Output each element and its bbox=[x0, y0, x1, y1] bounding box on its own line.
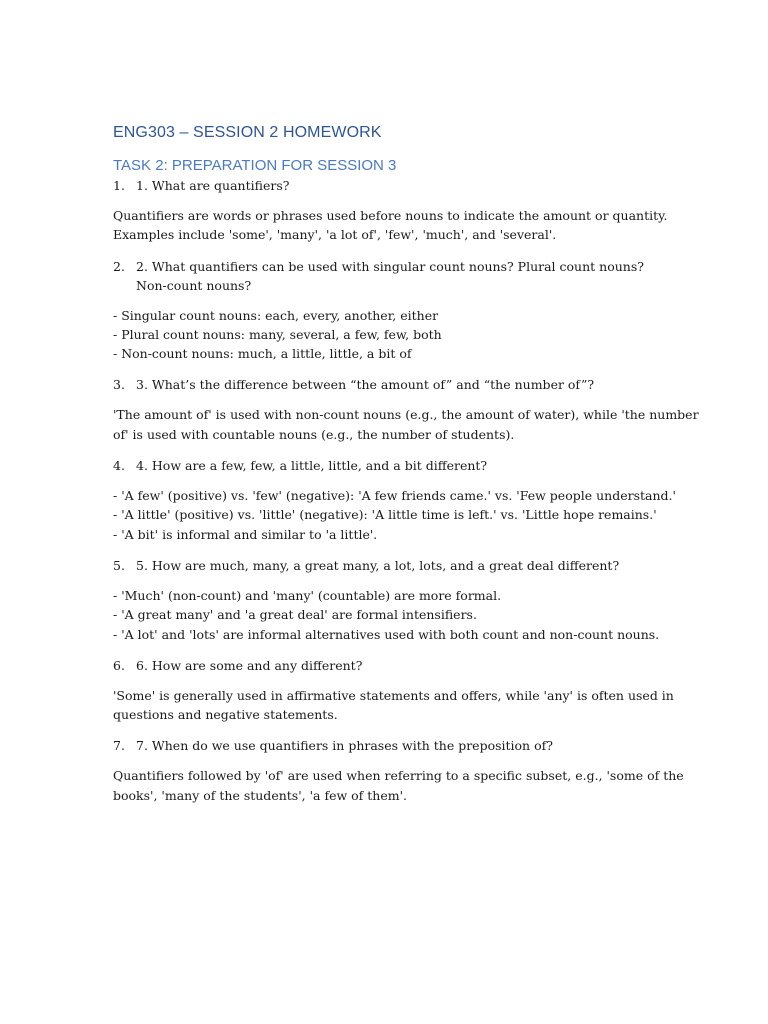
answer-line: - 'A few' (positive) vs. 'few' (negative): 'A few friends came.' vs. 'Few people understand.' bbox=[113, 488, 676, 504]
answer-block bbox=[113, 206, 668, 245]
answer-line: 'Some' is generally used in affirmative statements and offers, while 'any' is often used in bbox=[113, 687, 674, 703]
task-heading: TASK 2: PREPARATION FOR SESSION 3 bbox=[113, 157, 397, 174]
question-number: 4. bbox=[113, 458, 125, 474]
question-text: 1. What are quantifiers? bbox=[136, 178, 290, 193]
answer-line: - 'A bit' is informal and similar to 'a little'. bbox=[113, 526, 378, 542]
question-text: 5. How are much, many, a great many, a lot, lots, and a great deal different? bbox=[136, 557, 620, 573]
question-text: 2. What quantifiers can be used with singular count nouns? Plural count nouns? Non-count nouns? bbox=[136, 258, 644, 293]
question-item bbox=[113, 556, 658, 575]
question-number: 6. bbox=[113, 657, 125, 673]
question-item bbox=[113, 375, 658, 394]
question-number: 2. bbox=[113, 258, 125, 274]
answer-block bbox=[113, 306, 658, 364]
answer-line: Examples include 'some', 'many', 'a lot of', 'few', 'much', and 'several'. bbox=[113, 227, 557, 243]
answer-line: - Non-count nouns: much, a little, little, a bit of bbox=[113, 346, 412, 362]
question-text: 7. When do we use quantifiers in phrases with the preposition of? bbox=[136, 738, 553, 754]
answer-block bbox=[113, 586, 658, 644]
question-number: 7. bbox=[113, 738, 125, 754]
question-number: 1. bbox=[113, 178, 125, 193]
document-body bbox=[113, 124, 699, 817]
question-item bbox=[113, 176, 658, 195]
answer-line: - Plural count nouns: many, several, a few, few, both bbox=[113, 326, 442, 342]
answer-line: - 'A lot' and 'lots' are informal alternatives used with both count and non-count nouns. bbox=[113, 626, 660, 642]
answer-line: Quantifiers followed by 'of' are used when referring to a specific subset, e.g., 'some of the bbox=[113, 768, 684, 784]
answer-line: - 'A little' (positive) vs. 'little' (negative): 'A little time is left.' vs. 'Little hope remains.' bbox=[113, 507, 657, 523]
answer-line: Quantifiers are words or phrases used before nouns to indicate the amount or quantity. bbox=[113, 208, 668, 223]
answer-line: 'The amount of' is used with non-count nouns (e.g., the amount of water), while 'the number bbox=[113, 407, 699, 423]
question-item bbox=[113, 656, 658, 675]
document-title: ENG303 – SESSION 2 HOMEWORK bbox=[113, 124, 382, 141]
answer-line: questions and negative statements. bbox=[113, 707, 338, 723]
answer-line: - 'Much' (non-count) and 'many' (countable) are more formal. bbox=[113, 587, 502, 603]
question-text: 4. How are a few, few, a little, little, and a bit different? bbox=[136, 458, 488, 474]
answer-block bbox=[113, 766, 684, 805]
answer-line: - 'A great many' and 'a great deal' are formal intensifiers. bbox=[113, 607, 477, 623]
answer-block bbox=[113, 405, 699, 444]
question-number: 3. bbox=[113, 377, 125, 393]
question-text: 3. What’s the difference between “the amount of” and “the number of”? bbox=[136, 377, 595, 393]
answer-line: - Singular count nouns: each, every, another, either bbox=[113, 307, 439, 323]
question-list bbox=[113, 176, 699, 805]
question-text: 6. How are some and any different? bbox=[136, 657, 363, 673]
question-item bbox=[113, 736, 658, 755]
answer-line: books', 'many of the students', 'a few of them'. bbox=[113, 787, 408, 803]
question-item bbox=[113, 456, 658, 475]
answer-block bbox=[113, 486, 676, 544]
question-item bbox=[113, 257, 658, 295]
answer-line: of' is used with countable nouns (e.g., the number of students). bbox=[113, 426, 515, 442]
question-number: 5. bbox=[113, 557, 125, 573]
answer-block bbox=[113, 686, 674, 725]
